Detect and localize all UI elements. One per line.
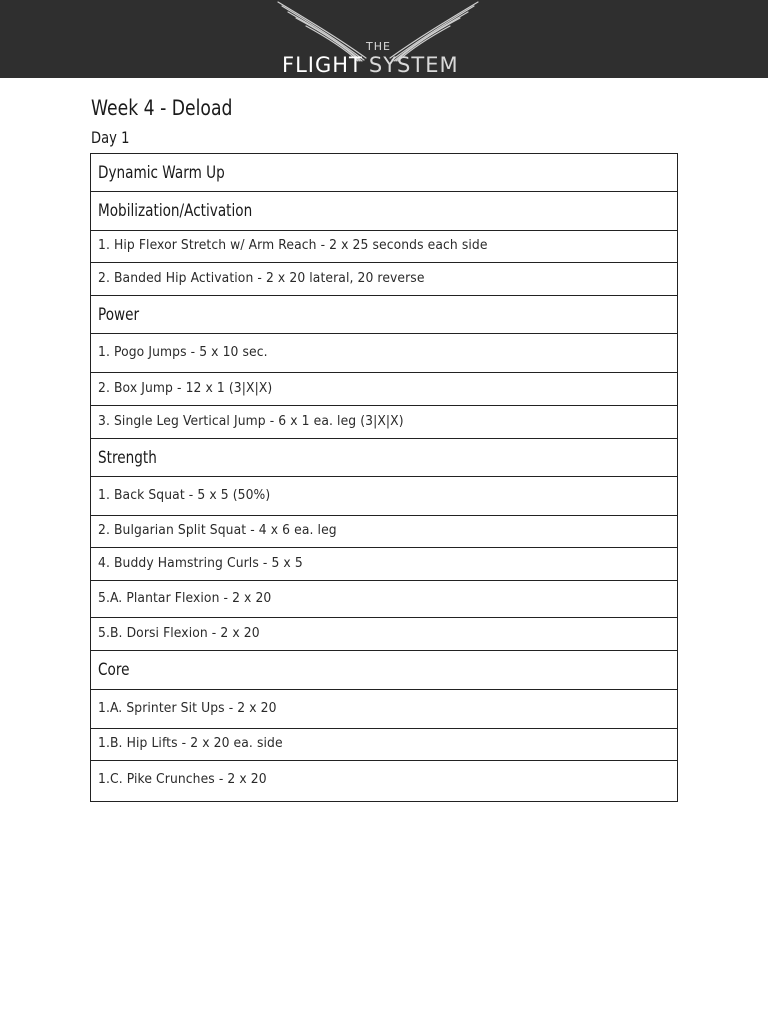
- exercise-label: 1. Pogo Jumps - 5 x 10 sec.: [98, 345, 268, 360]
- section-heading: [91, 154, 677, 192]
- exercise-label: 4. Buddy Hamstring Curls - 5 x 5: [98, 556, 303, 571]
- exercise-row: [91, 548, 677, 581]
- exercise-label: 2. Box Jump - 12 x 1 (3|X|X): [98, 381, 273, 396]
- exercise-row: [91, 729, 677, 761]
- exercise-label: 2. Bulgarian Split Squat - 4 x 6 ea. leg: [98, 523, 337, 538]
- logo-system-text: SYSTEM: [368, 53, 459, 77]
- section-heading-label: Strength: [98, 448, 157, 468]
- exercise-row: [91, 581, 677, 618]
- section-heading-label: Core: [98, 660, 130, 680]
- day-title: Day 1: [91, 128, 130, 147]
- section-heading-label: Power: [98, 305, 140, 325]
- exercise-label: 5.B. Dorsi Flexion - 2 x 20: [98, 626, 260, 641]
- logo-wordmark: [282, 53, 459, 77]
- exercise-label: 1.A. Sprinter Sit Ups - 2 x 20: [98, 701, 277, 716]
- week-title: Week 4 - Deload: [91, 96, 233, 120]
- section-heading: [91, 651, 677, 690]
- section-heading-label: Mobilization/Activation: [98, 201, 253, 221]
- exercise-label: 1. Back Squat - 5 x 5 (50%): [98, 488, 271, 503]
- exercise-row: [91, 690, 677, 729]
- exercise-row: [91, 231, 677, 263]
- exercise-row: [91, 263, 677, 296]
- exercise-row: [91, 516, 677, 548]
- exercise-row: [91, 477, 677, 516]
- workout-table: [90, 153, 678, 802]
- section-heading: [91, 439, 677, 477]
- section-heading: [91, 192, 677, 231]
- exercise-label: 1.B. Hip Lifts - 2 x 20 ea. side: [98, 736, 283, 751]
- exercise-label: 2. Banded Hip Activation - 2 x 20 lateral, 20 reverse: [98, 271, 425, 286]
- exercise-row: [91, 618, 677, 651]
- logo-the-text: THE: [366, 40, 391, 53]
- exercise-row: [91, 406, 677, 439]
- section-heading-label: Dynamic Warm Up: [98, 163, 225, 183]
- exercise-row: [91, 761, 677, 801]
- exercise-label: 5.A. Plantar Flexion - 2 x 20: [98, 591, 272, 606]
- section-heading: [91, 296, 677, 334]
- exercise-row: [91, 334, 677, 373]
- exercise-row: [91, 373, 677, 406]
- page-header: [0, 0, 768, 78]
- exercise-label: 1. Hip Flexor Stretch w/ Arm Reach - 2 x 25 seconds each side: [98, 238, 488, 253]
- logo-flight-text: FLIGHT: [282, 53, 363, 77]
- exercise-label: 3. Single Leg Vertical Jump - 6 x 1 ea. leg (3|X|X): [98, 414, 404, 429]
- exercise-label: 1.C. Pike Crunches - 2 x 20: [98, 772, 267, 787]
